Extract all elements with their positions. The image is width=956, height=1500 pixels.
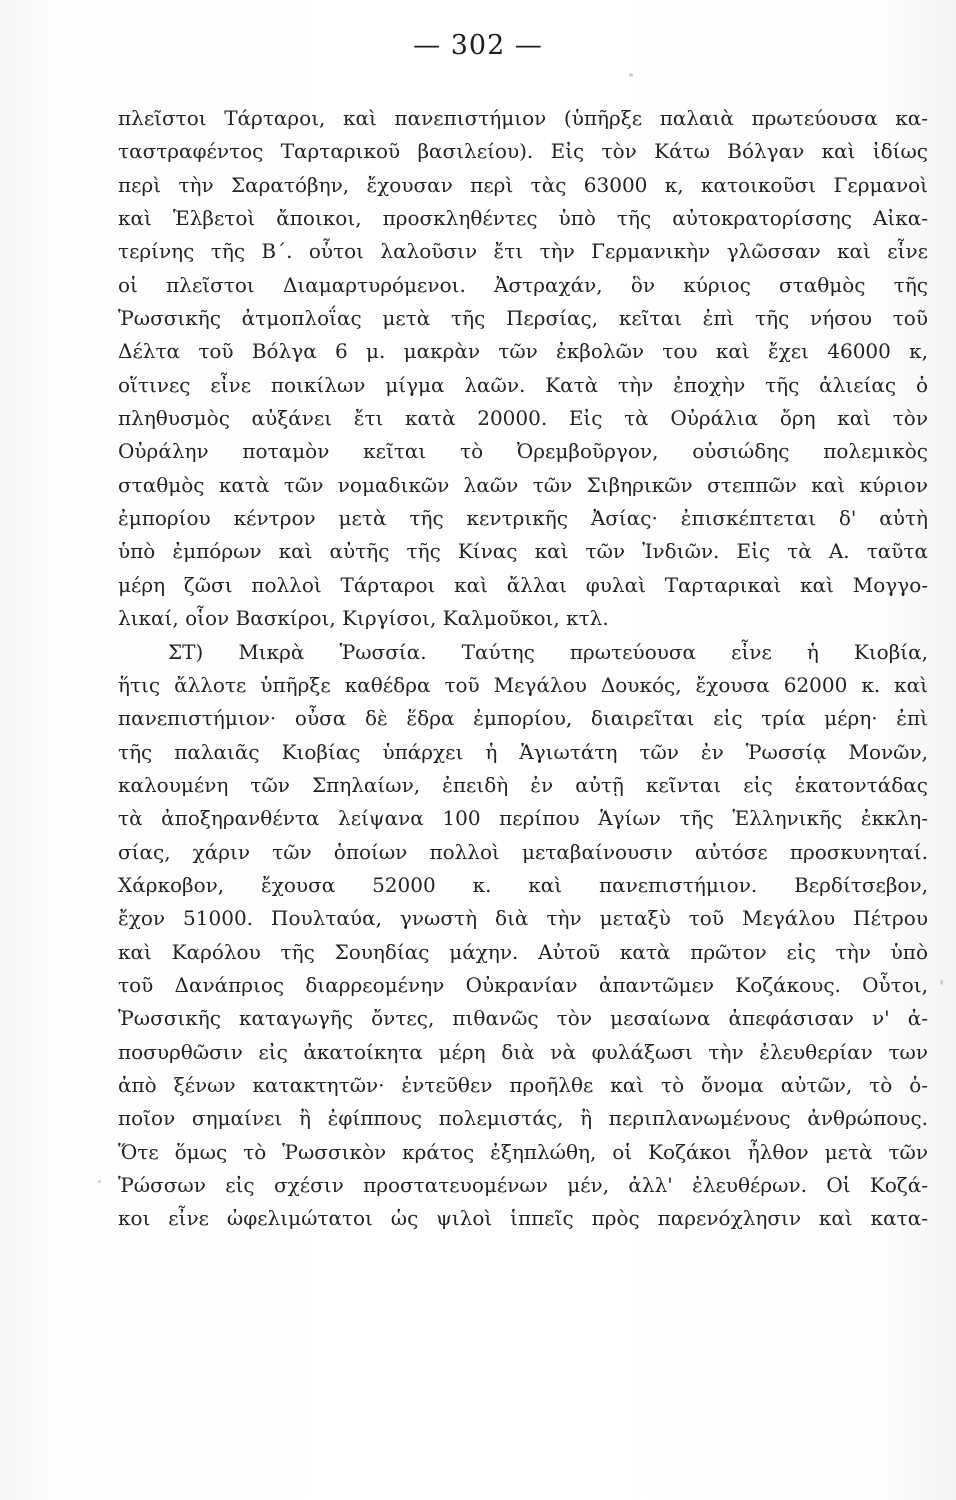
text-line: τοῦ Δανάπριος διαρρεομένην Οὐκρανίαν ἀπαντῶμεν Κοζάκους. Οὗτοι, <box>118 972 928 997</box>
text-line: καλουμένη τῶν Σπηλαίων, ἐπειδὴ ἐν αὐτῇ κεῖνται εἰς ἑκατοντάδας <box>118 772 928 797</box>
text-line: ποῖον σημαίνει ἢ ἐφίππους πολεμιστάς, ἢ περιπλανωμένους ἀνθρώπους. <box>118 1106 928 1131</box>
text-line: ποσυρθῶσιν εἰς ἀκατοίκητα μέρη διὰ νὰ φυλάξωσι τὴν ἐλευθερίαν των <box>118 1039 928 1064</box>
text-line: λικαί, οἷον Βασκίροι, Κιργίσοι, Καλμοῦκοι, κτλ. <box>118 606 609 631</box>
text-line: καὶ Καρόλου τῆς Σουηδίας μάχην. Αὐτοῦ κατὰ πρῶτον εἰς τὴν ὑπὸ <box>118 939 928 964</box>
text-line: τὰ ἀποξηρανθέντα λείψανα 100 περίπου Ἁγίων τῆς Ἑλληνικῆς ἐκκλη- <box>118 806 928 831</box>
text-line: Ὅτε ὅμως τὸ Ῥωσσικὸν κράτος ἐξηπλώθη, οἱ Κοζάκοι ἦλθον μετὰ τῶν <box>118 1139 928 1164</box>
text-line: πανεπιστήμιον· οὖσα δὲ ἕδρα ἐμπορίου, διαιρεῖται εἰς τρία μέρη· ἐπὶ <box>118 706 928 731</box>
text-line: Ῥωσσικῆς καταγωγῆς ὄντες, πιθανῶς τὸν μεσαίωνα ἀπεφάσισαν ν' ἀ- <box>118 1006 928 1031</box>
text-line: μέρη ζῶσι πολλοὶ Τάρταροι καὶ ἄλλαι φυλαὶ Ταρταρικαὶ καὶ Μογγο- <box>118 572 928 597</box>
text-line: ἔχον 51000. Πουλταύα, γνωστὴ διὰ τὴν μεταξὺ τοῦ Μεγάλου Πέτρου <box>118 906 928 931</box>
text-line: οἱ πλεῖστοι Διαμαρτυρόμενοι. Ἀστραχάν, ὃν κύριος σταθμὸς τῆς <box>118 272 928 297</box>
page-number: — 302 — <box>413 30 543 61</box>
text-line: σταθμὸς κατὰ τῶν νομαδικῶν λαῶν τῶν Σιβηρικῶν στεππῶν καὶ κύριον <box>118 472 928 497</box>
text-line: καὶ Ἑλβετοὶ ἄποικοι, προσκληθέντες ὑπὸ τῆς αὐτοκρατορίσσης Αἰκα- <box>118 206 928 231</box>
text-line: ταστραφέντος Ταρταρικοῦ βασιλείου). Εἰς τὸν Κάτω Βόλγαν καὶ ἰδίως <box>118 139 928 164</box>
body-text <box>118 102 928 1236</box>
text-line: κοι εἶνε ὠφελιμώτατοι ὡς ψιλοὶ ἱππεῖς πρὸς παρενόχλησιν καὶ κατα- <box>118 1206 928 1231</box>
text-line: τῆς παλαιᾶς Κιοβίας ὑπάρχει ἡ Ἁγιωτάτη τῶν ἐν Ῥωσσίᾳ Μονῶν, <box>118 739 928 764</box>
text-line: περὶ τὴν Σαρατόβην, ἔχουσαν περὶ τὰς 63000 κ, κατοικοῦσι Γερμανοὶ <box>118 172 928 197</box>
text-line: Δέλτα τοῦ Βόλγα 6 μ. μακρὰν τῶν ἐκβολῶν του καὶ ἔχει 46000 κ, <box>118 339 928 364</box>
text-line: πληθυσμὸς αὐξάνει ἔτι κατὰ 20000. Εἰς τὰ Οὐράλια ὄρη καὶ τὸν <box>118 406 928 431</box>
text-line: οἵτινες εἶνε ποικίλων μίγμα λαῶν. Κατὰ τὴν ἐποχὴν τῆς ἁλιείας ὁ <box>118 372 928 397</box>
paper-speck <box>98 1180 101 1183</box>
text-line: ὑπὸ ἐμπόρων καὶ αὐτῆς τῆς Κίνας καὶ τῶν Ἰνδιῶν. Εἰς τὰ Α. ταῦτα <box>118 539 928 564</box>
text-line: Οὐράλην ποταμὸν κεῖται τὸ Ὀρεμβοῦργον, οὐσιώδης πολεμικὸς <box>118 439 928 464</box>
paper-speck <box>940 980 943 985</box>
section-heading-line: ΣΤ) Μικρὰ Ῥωσσία. Ταύτης πρωτεύουσα εἶνε ἡ Κιοβία, <box>168 639 928 664</box>
text-line: Ῥώσσων εἰς σχέσιν προστατευομένων μέν, ἀλλ' ἐλευθέρων. Οἱ Κοζά- <box>118 1173 928 1197</box>
text-line: ἥτις ἄλλοτε ὑπῆρξε καθέδρα τοῦ Μεγάλου Δουκός, ἔχουσα 62000 κ. καὶ <box>118 672 928 697</box>
text-line: σίας, χάριν τῶν ὁποίων πολλοὶ μεταβαίνουσιν αὐτόσε προσκυνηταί. <box>118 839 928 864</box>
text-line: πλεῖστοι Τάρταροι, καὶ πανεπιστήμιον (ὑπῆρξε παλαιὰ πρωτεύουσα κα- <box>118 106 928 130</box>
text-line: τερίνης τῆς Β΄. οὗτοι λαλοῦσιν ἔτι τὴν Γερμανικὴν γλῶσσαν καὶ εἶνε <box>118 239 928 264</box>
text-line: ἐμπορίου κέντρον μετὰ τῆς κεντρικῆς Ἀσίας· ἐπισκέπτεται δ' αὐτὴ <box>118 506 928 531</box>
text-line: Χάρκοβον, ἔχουσα 52000 κ. καὶ πανεπιστήμιον. Βερδίτσεβον, <box>118 872 928 897</box>
text-line: ἀπὸ ξένων κατακτητῶν· ἐντεῦθεν προῆλθε καὶ τὸ ὄνομα αὐτῶν, τὸ ὁ- <box>118 1072 928 1097</box>
text-line: Ῥωσσικῆς ἀτμοπλοΐας μετὰ τῆς Περσίας, κεῖται ἐπὶ τῆς νήσου τοῦ <box>118 306 928 331</box>
paper-speck <box>629 73 633 77</box>
